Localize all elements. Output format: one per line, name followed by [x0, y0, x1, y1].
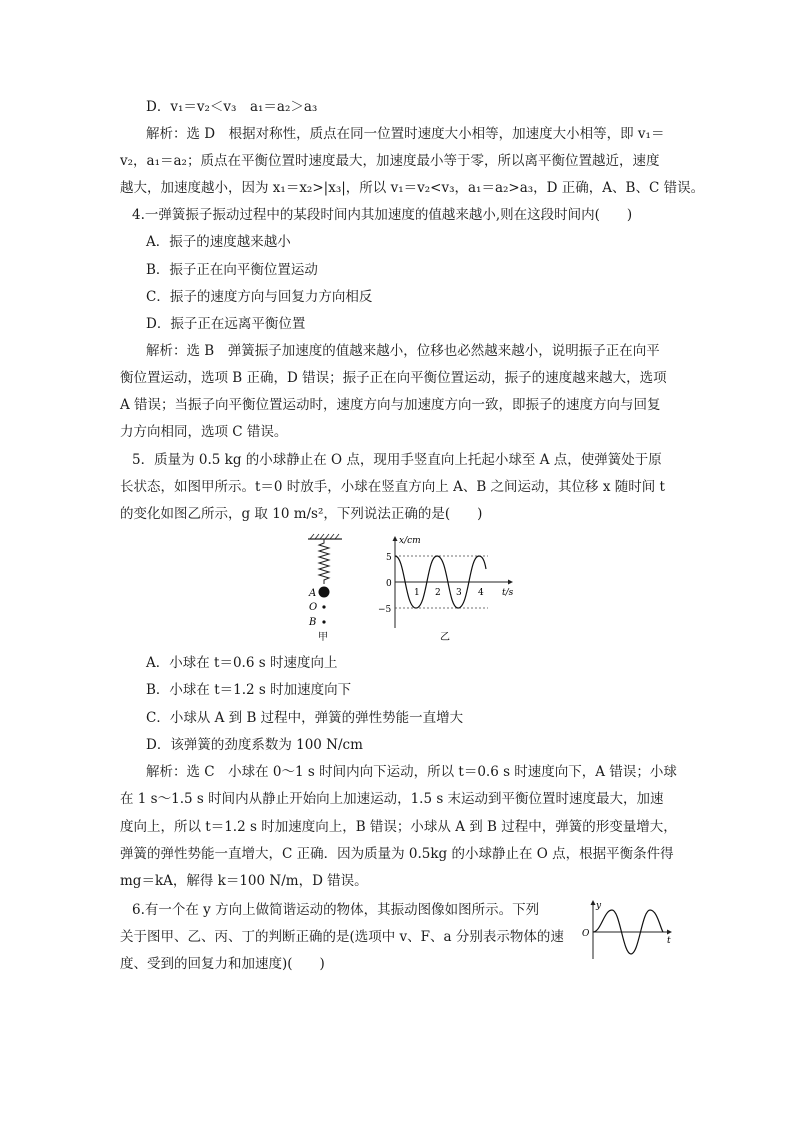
q5-analysis-line-2: 在 1 s～1.5 s 时间内从静止开始向上加速运动，1.5 s 末运动到平衡位置时速度最大，加速	[120, 791, 664, 807]
x-tick-3: 3	[456, 588, 462, 598]
q4-option-c: C．振子的速度方向与回复力方向相反	[146, 289, 373, 305]
q5-analysis-line-1: 解析：选 C 小球在 0～1 s 时间内向下运动，所以 t＝0.6 s 时速度向下，A 错误；小球	[146, 764, 677, 780]
x-tick-4: 4	[478, 588, 484, 598]
q6-stem-line-1: 6.有一个在 y 方向上做简谐运动的物体，其振动图像如图所示。下列	[132, 902, 540, 918]
q6-vibration-graph	[577, 897, 677, 961]
q3-option-d: D．v₁＝v₂＜v₃ a₁＝a₂＞a₃	[146, 99, 318, 115]
q4-option-d: D．振子正在远离平衡位置	[146, 316, 306, 332]
q3-analysis-line-3: 越大，加速度越小，因为 x₁＝x₂>|x₃|，所以 v₁＝v₂<v₃，a₁＝a₂>a₃，D 正确，A、B、C 错误。	[120, 180, 705, 196]
q6-stem-line-3: 度、受到的回复力和加速度)( )	[120, 956, 325, 972]
origin-label: 0	[386, 579, 392, 589]
q5-option-b: B．小球在 t＝1.2 s 时加速度向下	[146, 682, 352, 698]
q3-analysis-line-1: 解析：选 D 根据对称性，质点在同一位置时速度大小相等，加速度大小相等，即 v₁＝	[146, 126, 665, 142]
ball	[319, 587, 330, 598]
q5-stem-line-1: 5．质量为 0.5 kg 的小球静止在 O 点，现用手竖直向上托起小球至 A 点，使弹簧处于原	[132, 452, 662, 468]
q5-option-c: C．小球从 A 到 B 过程中，弹簧的弹性势能一直增大	[146, 710, 464, 726]
displacement-graph-yi	[378, 533, 518, 645]
spring-figure-jia	[300, 533, 350, 645]
q6-t-label: t	[667, 936, 671, 946]
x-axis-label: t/s	[502, 588, 514, 598]
q3-analysis-line-2: v₂，a₁＝a₂；质点在平衡位置时速度最大，加速度最小等于零，所以离平衡位置越近，速度	[120, 153, 660, 169]
q5-analysis-line-5: mg＝kA，解得 k＝100 N/m，D 错误。	[120, 873, 368, 889]
q5-stem-line-3: 的变化如图乙所示，g 取 10 m/s²，下列说法正确的是( )	[120, 506, 483, 522]
q4-analysis-line-2: 衡位置运动，选项 B 正确，D 错误；振子正在向平衡位置运动，振子的速度越来越大，选项	[120, 370, 667, 386]
q4-analysis-line-3: A 错误；当振子向平衡位置运动时，速度方向与加速度方向一致，即振子的速度方向与回复	[120, 397, 661, 413]
x-tick-1: 1	[414, 588, 420, 598]
caption-jia: 甲	[318, 632, 328, 643]
label-b: B	[309, 617, 317, 628]
q4-option-b: B．振子正在向平衡位置运动	[146, 262, 318, 278]
q4-option-a: A．振子的速度越来越小	[146, 234, 291, 250]
q5-option-d: D．该弹簧的劲度系数为 100 N/cm	[146, 737, 363, 753]
q5-option-a: A．小球在 t＝0.6 s 时速度向上	[146, 655, 338, 671]
q6-stem-line-2: 关于图甲、乙、丙、丁的判断正确的是(选项中 v、F、a 分别表示物体的速	[120, 929, 564, 945]
label-a: A	[309, 588, 317, 599]
x-tick-2: 2	[435, 588, 441, 598]
q4-stem: 4.一弹簧振子振动过程中的某段时间内其加速度的值越来越小,则在这段时间内( )	[132, 207, 633, 223]
q6-y-label: y	[596, 901, 602, 911]
q5-stem-line-2: 长状态，如图甲所示。t＝0 时放手，小球在竖直方向上 A、B 之间运动，其位移 x 随时间 t	[120, 479, 665, 495]
y-axis-label: x/cm	[399, 536, 421, 546]
y-tick-neg5: −5	[378, 605, 392, 615]
q4-analysis-line-4: 力方向相同，选项 C 错误。	[120, 424, 288, 440]
q5-analysis-line-4: 弹簧的弹性势能一直增大，C 正确．因为质量为 0.5kg 的小球静止在 O 点，根据平衡条件得	[120, 846, 674, 862]
caption-yi: 乙	[440, 632, 450, 643]
q4-analysis-line-1: 解析：选 B 弹簧振子加速度的值越来越小，位移也必然越来越小，说明振子正在向平	[146, 343, 660, 359]
label-o: O	[309, 602, 318, 613]
q5-analysis-line-3: 度向上，所以 t＝1.2 s 时加速度向上，B 错误；小球从 A 到 B 过程中，弹簧的形变量增大，	[120, 819, 677, 835]
q6-origin-label: O	[582, 929, 590, 939]
y-tick-5: 5	[386, 553, 392, 563]
